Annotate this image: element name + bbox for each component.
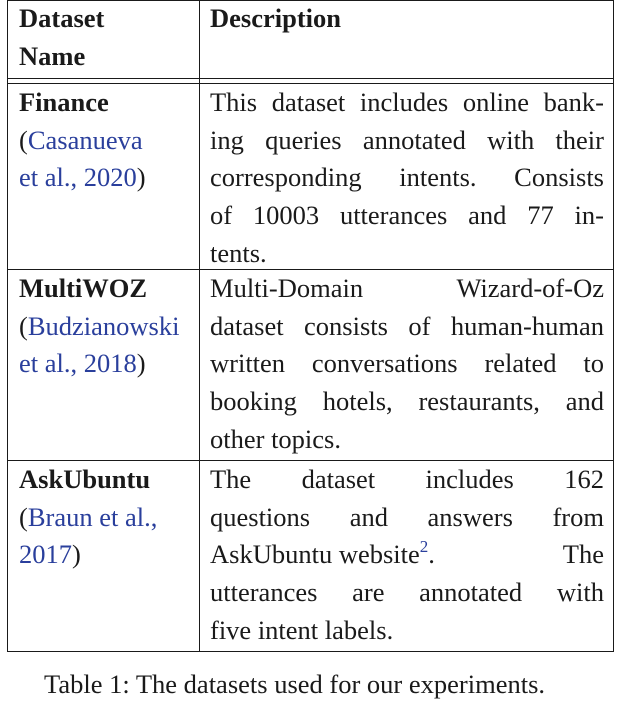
description-line: five intent labels. <box>210 614 394 645</box>
citation-paren: ( <box>19 124 28 155</box>
dataset-name: MultiWOZ <box>19 273 148 303</box>
citation-paren: ) <box>136 162 146 193</box>
citation-link[interactable]: et al., 2020 <box>19 162 137 193</box>
citation-link[interactable]: et al., 2018 <box>19 348 137 379</box>
description-line: of 10003 utterances and 77 in- <box>210 200 604 231</box>
citation-link[interactable]: 2017 <box>19 539 72 570</box>
footnote-marker[interactable]: 2 <box>419 537 429 557</box>
citation-link[interactable]: Budzianowski <box>27 310 180 341</box>
citation-paren: ( <box>19 501 28 532</box>
datasets-table <box>7 0 614 652</box>
table-row-name-cell <box>19 270 179 383</box>
table-row-description-cell <box>210 461 604 649</box>
table-caption: Table 1: The datasets used for our experiments. <box>44 669 546 699</box>
description-line: booking hotels, restaurants, and <box>210 386 604 417</box>
description-line: The dataset includes 162 <box>210 464 604 494</box>
citation-paren: ) <box>136 348 146 379</box>
description-line: dataset consists of human-human <box>210 310 604 341</box>
description-text: The <box>562 539 604 570</box>
table-row-description-cell <box>210 84 604 272</box>
dataset-name: Finance <box>19 87 109 117</box>
table-column-divider <box>199 0 200 652</box>
table-bottom-border <box>7 651 614 652</box>
description-line: other topics. <box>210 423 341 454</box>
description-line-with-footnote <box>210 536 604 574</box>
table-row-description-cell <box>210 270 604 458</box>
header-text: Dataset <box>19 3 105 33</box>
citation-paren: ( <box>19 310 28 341</box>
table-row-name-cell <box>19 84 146 197</box>
description-line: This dataset includes online bank- <box>210 87 604 117</box>
description-line: utterances are annotated with <box>210 577 604 608</box>
citation-link[interactable]: Braun et al., <box>27 501 158 532</box>
table-left-border <box>7 0 8 652</box>
header-rule-1 <box>7 78 614 79</box>
table-row-name-cell <box>19 461 157 574</box>
table-right-border <box>613 0 614 652</box>
description-text: . <box>428 539 435 570</box>
dataset-name: AskUbuntu <box>19 464 151 494</box>
description-line: ing queries annotated with their <box>210 124 604 155</box>
description-line: Multi-Domain Wizard-of-Oz <box>210 273 604 303</box>
description-text: AskUbuntu website <box>210 539 420 570</box>
citation-link[interactable]: Casanueva <box>27 124 143 155</box>
header-dataset-name <box>19 0 104 75</box>
description-line: questions and answers from <box>210 501 604 532</box>
header-text: Name <box>19 40 86 71</box>
description-line: tents. <box>210 237 267 268</box>
description-line: written conversations related to <box>210 348 604 379</box>
header-text: Description <box>210 3 342 33</box>
description-line: corresponding intents. Consists <box>210 162 604 193</box>
citation-paren: ) <box>72 539 81 570</box>
header-description <box>210 0 341 38</box>
